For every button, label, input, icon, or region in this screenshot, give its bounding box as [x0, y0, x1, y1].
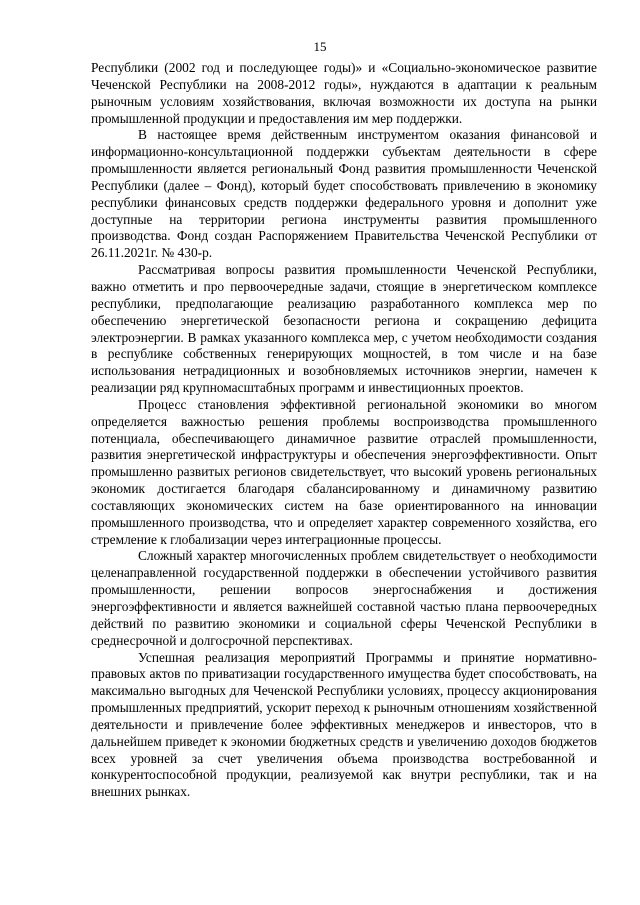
paragraph-state-support: Сложный характер многочисленных проблем свидетельствует о необходимости целенаправленной государственной поддержки в обеспечении устойчивого развития промышленности, решении вопросов энергоснабжения и достижения энергоэффективности и является важнейшей составной частью плана первоочередных действий по развитию экономики и социальной сферы Чеченской Республики в среднесрочной и долгосрочной перспективах. — [91, 548, 597, 648]
paragraph-program-implementation: Успешная реализация мероприятий Программы и принятие нормативно-правовых актов по приватизации государственного имущества будет способствовать, на максимально выгодных для Чеченской Республики условиях, процессу акционирования промышленных предприятий, ускорит переход к рыночным отношениям хозяйственной деятельности и привлечение более эффективных менеджеров и инвесторов, что в дальнейшем приведет к экономии бюджетных средств и увеличению доходов бюджетов всех уровней за счет увеличения объема производства востребованной и конкурентоспособной продукции, реализуемой как внутри республики, так и на внешних рынках. — [91, 649, 597, 800]
paragraph-industry-fund: В настоящее время действенным инструментом оказания финансовой и информационно-консультационной поддержки субъектам деятельности в сфере промышленности является региональный Фонд развития промышленности Чеченской Республики (далее – Фонд), который будет способствовать привлечению в экономику республики финансовых средств поддержки федерального уровня и дополнит уже доступные на территории региона инструменты развития промышленного производства. Фонд создан Распоряжением Правительства Чеченской Республики от 26.11.2021г. № 430-р. — [91, 127, 597, 261]
paragraph-energy-complex: Рассматривая вопросы развития промышленности Чеченской Республики, важно отметить и про первоочередные задачи, стоящие в энергетическом комплексе республики, предполагающие реализацию разработанного комплекса мер по обеспечению энергетической безопасности региона и сокращению дефицита электроэнергии. В рамках указанного комплекса мер, с учетом необходимости создания в республике собственных генерирующих мощностей, в том числе и на базе использования нетрадиционных и возобновляемых источников энергии, намечен к реализации ряд крупномасштабных программ и инвестиционных проектов. — [91, 262, 597, 396]
page-number: 15 — [313, 39, 327, 54]
paragraph-regional-economy: Процесс становления эффективной региональной экономики во многом определяется важностью решения проблемы воспроизводства промышленного потенциала, обеспечивающего динамичное развитие отраслей промышленности, развития энергетической инфраструктуры и обеспечения энергоэффективности. Опыт промышленно развитых регионов свидетельствует, что высокий уровень региональных экономик достигается благодаря сбалансированному и динамичному развитию составляющих экономических систем на базе ориентированного на инновации промышленного производства, что и определяет характер современного хозяйства, его стремление к глобализации через интеграционные процессы. — [91, 396, 597, 547]
paragraph-continuation: Республики (2002 год и последующее годы)» и «Социально-экономическое развитие Чеченской Республики на 2008-2012 годы», нуждаются в адаптации к реальным рыночным условиям хозяйствования, включая возможности их доступа на рынки промышленной продукции и предоставления им мер поддержки. — [91, 60, 597, 126]
document-body — [91, 60, 597, 801]
